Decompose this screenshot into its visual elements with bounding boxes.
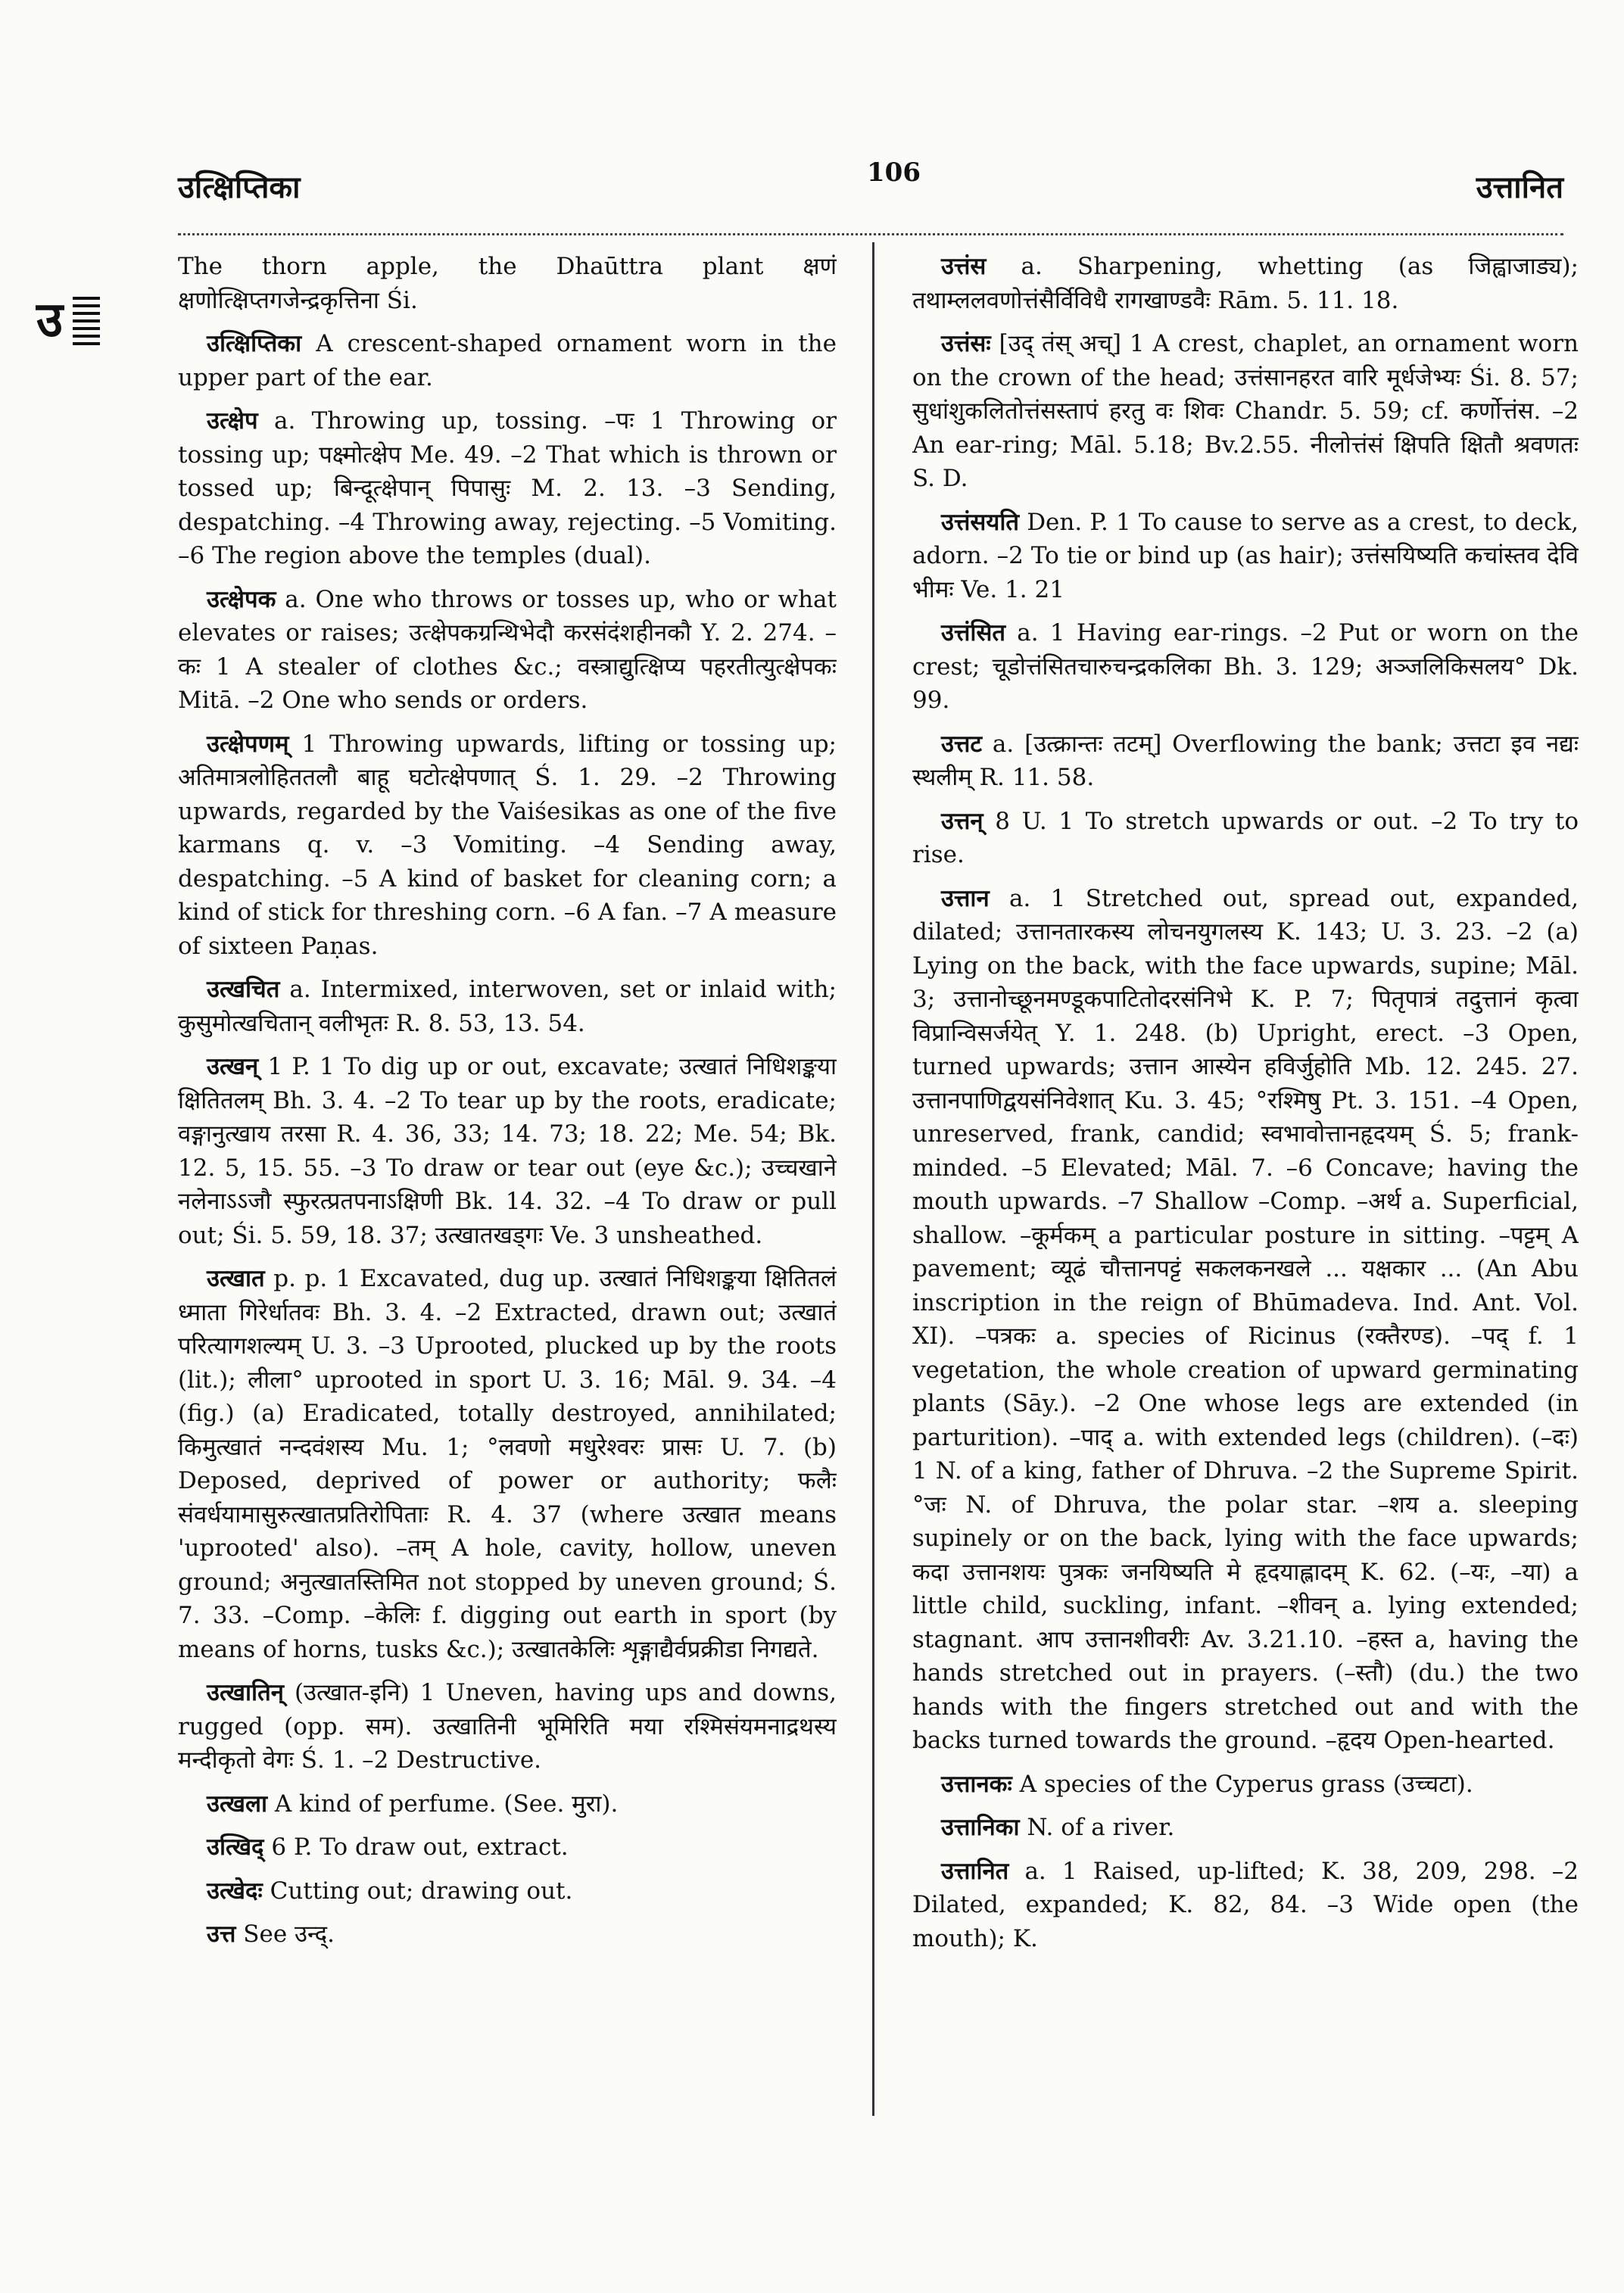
dictionary-entry xyxy=(912,1855,1579,1956)
entry-text: 1 Throwing upwards, lifting or tossing up; अतिमात्रलोहिततलौ बाहू घटोत्क्षेपणात् Ś. 1. 29. –2 Throwing upwards, regarded by the Vaiśesikas as one of the five karmans q. v. –3 Vomiting. –4 Sending away, despatching. –5 A kind of basket for cleaning corn; a kind of stick for threshing corn. –6 A fan. –7 A measure of sixteen Paṇas. xyxy=(178,730,837,960)
entry-headword: उत्खात xyxy=(207,1265,265,1292)
thumb-index-marks xyxy=(73,297,100,345)
entry-text: The thorn apple, the Dhaūttra plant क्षणं क्षणोत्क्षिप्तगजेन्द्रकृत्तिना Śi. xyxy=(178,253,837,314)
entry-text: Den. P. 1 To cause to serve as a crest, to deck, adorn. –2 To tie or bind up (as hair); उत्तंसयिष्यति कचांस्तव देवि भीमः Ve. 1. 21 xyxy=(912,508,1579,603)
entry-text: a. 1 Stretched out, spread out, expanded, dilated; उत्तानतारकस्य लोचनयुगलस्य K. 143; U. 3. 23. –2 (a) Lying on the back, with the face upwards, supine; Māl. 3; उत्तानोच्छूनमण्डूकपाटितोदरसंनिभे K. P. 7; पितृपात्रं तदुत्तानं कृत्वा विप्रान्विसर्जयेत् Y. 1. 248. (b) Upright, erect. –3 Open, turned upwards; उत्तान आस्येन हविर्जुहोति Mb. 12. 245. 27. उत्तानपाणिद्वयसंनिवेशात् Ku. 3. 45; °रश्मिषु Pt. 3. 151. –4 Open, unreserved, frank, candid; स्वभावोत्तानहृदयम् Ś. 5; frank-minded. –5 Elevated; Māl. 7. –6 Concave; having the mouth upwards. –7 Shallow –Comp. –अर्थ a. Superficial, shallow. –कूर्मकम् a particular posture in sitting. –पट्टम् A pavement; व्यूढं चौत्तानपट्टं सकलकनखले ... यक्षकार ... (An Abu inscription in the reign of Bhūmadeva. Ind. Ant. Vol. XI). –पत्रकः a. species of Ricinus (रक्तैरण्ड). –पद् f. 1 vegetation, the whole creation of upward germinating plants (Sāy.). –2 One whose legs are extended (in parturition). –पाद् a. with extended legs (children). (–दः) 1 N. of a king, father of Dhruva. –2 the Supreme Spirit. °जः N. of Dhruva, the polar star. –शय a. sleeping supinely or on the back, lying with the face upwards; कदा उत्तानशयः पुत्रकः जनयिष्यति मे हृदयाह्लादम् K. 62. (–यः, –या) a little child, suckling, infant. –शीवन् a. lying extended; stagnant. आप उत्तानशीवरीः Av. 3.21.10. –हस्त a, having the hands stretched out in prayers. (–स्तौ) (du.) the two hands with the fingers stretched out and with the backs turned towards the ground. –हृदय Open-hearted. xyxy=(912,884,1579,1754)
entry-text: a. [उत्क्रान्तः तटम्] Overflowing the bank; उत्तटा इव नद्यः स्थलीम् R. 11. 58. xyxy=(912,730,1579,791)
dictionary-entry xyxy=(912,250,1579,317)
entry-headword: उत्क्षिप्तिका xyxy=(207,330,302,357)
column-divider xyxy=(872,242,874,2116)
entry-headword: उत्तानित xyxy=(941,1857,1009,1885)
page-header xyxy=(178,150,1563,210)
dictionary-entry xyxy=(912,1768,1579,1802)
dictionary-entry xyxy=(912,1811,1579,1845)
dictionary-entry xyxy=(178,1830,837,1865)
dictionary-entry xyxy=(912,506,1579,607)
entry-text: A crescent-shaped ornament worn in the upper part of the ear. xyxy=(178,330,837,391)
entry-headword: उत्खचित xyxy=(207,976,280,1003)
entry-headword: उत्तान xyxy=(941,884,990,912)
entry-text: a. Sharpening, whetting (as जिह्वाजाड्य); तथाम्ललवणोत्तंसैर्विविधै रागखाण्डवैः Rām. 5. 11. 18. xyxy=(912,253,1579,314)
entry-headword: उत्त xyxy=(207,1921,236,1948)
dictionary-entry xyxy=(178,1050,837,1252)
entry-text: N. of a river. xyxy=(1019,1814,1175,1841)
dictionary-entry xyxy=(178,404,837,573)
entry-text: [उद् तंस् अच्] 1 A crest, chaplet, an ornament worn on the crown of the head; उत्तंसानहरत वारि मूर्धजेभ्यः Śi. 8. 57; सुधांशुकलितोत्तंसस्तापं हरतु वः शिवः Chandr. 5. 59; cf. कर्णोत्तंस. –2 An ear-ring; Māl. 5.18; Bv.2.55. नीलोत्तंसं क्षिपति क्षितौ श्रवणतः S. D. xyxy=(912,330,1579,492)
entry-text: p. p. 1 Excavated, dug up. उत्खातं निधिशङ्कया क्षितितलं ध्माता गिरेर्धातवः Bh. 3. 4. –2 Extracted, drawn out; उत्खातं परित्यागशल्यम् U. 3. –3 Uprooted, plucked up by the roots (lit.); लीला° uprooted in sport U. 3. 16; Māl. 9. 34. –4 (fig.) (a) Eradicated, totally destroyed, annihilated; किमुत्खातं नन्दवंशस्य Mu. 1; °लवणो मधुरेश्वरः प्रासः U. 7. (b) Deposed, deprived of power or authority; फलैः संवर्धयामासुरुत्खातप्रतिरोपिताः R. 4. 37 (where उत्खात means 'uprooted' also). –तम् A hole, cavity, hollow, uneven ground; अनुत्खातस्तिमित not stopped by uneven ground; Ś. 7. 33. –Comp. –केलिः f. digging out earth in sport (by means of horns, tusks &c.); उत्खातकेलिः शृङ्गाद्यैर्वप्रक्रीडा निगद्यते. xyxy=(178,1265,837,1663)
right-running-headword: उत्तानित xyxy=(1476,170,1563,205)
dictionary-entry xyxy=(912,727,1579,795)
dictionary-entry xyxy=(912,616,1579,718)
entry-text: 8 U. 1 To stretch upwards or out. –2 To try to rise. xyxy=(912,807,1579,868)
dictionary-entry xyxy=(912,805,1579,872)
dictionary-entry xyxy=(178,250,837,317)
entry-text: a. Throwing up, tossing. –पः 1 Throwing or tossing up; पक्ष्मोत्क्षेप Me. 49. –2 That which is thrown or tossed up; बिन्दूत्क्षेपान् पिपासुः M. 2. 13. –3 Sending, despatching. –4 Throwing away, rejecting. –5 Vomiting. –6 The region above the temples (dual). xyxy=(178,407,837,569)
entry-headword: उत्तानकः xyxy=(941,1770,1012,1798)
dictionary-entry xyxy=(178,1787,837,1821)
dictionary-entry xyxy=(178,1874,837,1908)
dictionary-entry xyxy=(178,583,837,718)
dictionary-entry xyxy=(178,327,837,394)
header-rule xyxy=(178,233,1563,235)
entry-headword: उत्तट xyxy=(941,730,983,758)
entry-headword: उत्खन् xyxy=(207,1053,259,1080)
entry-headword: उत्तंसित xyxy=(941,619,1006,646)
entry-text: Cutting out; drawing out. xyxy=(262,1877,573,1905)
page-number: 106 xyxy=(867,157,921,188)
dictionary-entry xyxy=(178,1918,837,1952)
left-running-headword: उत्क्षिप्तिका xyxy=(178,170,301,205)
entry-headword: उत्तंसः xyxy=(941,330,991,357)
dictionary-entry xyxy=(178,727,837,964)
entry-headword: उत्खातिन् xyxy=(207,1679,284,1706)
entry-text: a. 1 Raised, up-lifted; K. 38, 209, 298. –2 Dilated, expanded; K. 82, 84. –3 Wide open (the mouth); K. xyxy=(912,1857,1579,1952)
entry-text: a. 1 Having ear-rings. –2 Put or worn on the crest; चूडोत्तंसितचारुचन्द्रकलिका Bh. 3. 129; अञ्जलिकिसलय° Dk. 99. xyxy=(912,619,1579,714)
right-column xyxy=(912,250,1579,2218)
entry-headword: उत्क्षेप xyxy=(207,407,258,435)
entry-text: A kind of perfume. (See. मुरा). xyxy=(267,1790,619,1818)
dictionary-entry xyxy=(912,882,1579,1758)
entry-headword: उत्तंसयति xyxy=(941,508,1020,536)
entry-headword: उत्क्षेपक xyxy=(207,585,276,613)
thumb-index-letter: उ xyxy=(36,291,64,348)
entry-text: 6 P. To draw out, extract. xyxy=(263,1833,569,1861)
entry-text: a. One who throws or tosses up, who or what elevates or raises; उत्क्षेपकग्रन्थिभेदौ करसंदंशहीनकौ Y. 2. 274. –कः 1 A stealer of clothes &c.; वस्त्राद्युत्क्षिप्य पहरतीत्युत्क्षेपकः Mitā. –2 One who sends or orders. xyxy=(178,585,837,714)
dictionary-entry xyxy=(178,973,837,1040)
entry-headword: उत्तानिका xyxy=(941,1814,1020,1841)
dictionary-entry xyxy=(912,327,1579,496)
entry-text: (उत्खात-इनि) 1 Uneven, having ups and downs, rugged (opp. सम). उत्खातिनी भूमिरिति मया रश्मिसंयमनाद्रथस्य मन्दीकृतो वेगः Ś. 1. –2 Destructive. xyxy=(178,1679,837,1774)
entry-headword: उत्खेदः xyxy=(207,1877,263,1905)
entry-headword: उत्तन् xyxy=(941,807,983,835)
entry-headword: उत्क्षेपणम् xyxy=(207,730,289,758)
dictionary-entry xyxy=(178,1262,837,1666)
entry-text: A species of the Cyperus grass (उच्चटा). xyxy=(1011,1770,1473,1798)
entry-headword: उत्खिद् xyxy=(207,1833,264,1861)
entry-headword: उत्तंस xyxy=(941,253,987,280)
entry-text: a. Intermixed, interwoven, set or inlaid with; कुसुमोत्खचितान् वलीभृतः R. 8. 53, 13. 54. xyxy=(178,976,837,1037)
entry-headword: उत्खला xyxy=(207,1790,268,1818)
entry-text: 1 P. 1 To dig up or out, excavate; उत्खातं निधिशङ्कया क्षितितलम् Bh. 3. 4. –2 To tear up by the roots, eradicate; वङ्गानुत्खाय तरसा R. 4. 36, 33; 14. 73; 18. 22; Me. 54; Bk. 12. 5, 15. 55. –3 To draw or tear out (eye &c.); उच्चखाने नलेनाऽऽजौ स्फुरत्प्रतपनाऽक्षिणी Bk. 14. 32. –4 To draw or pull out; Śi. 5. 59, 18. 37; उत्खातखड्गः Ve. 3 unsheathed. xyxy=(178,1053,837,1249)
dictionary-entry xyxy=(178,1676,837,1777)
left-column xyxy=(178,250,837,2218)
entry-text: See उन्द्. xyxy=(235,1921,335,1948)
